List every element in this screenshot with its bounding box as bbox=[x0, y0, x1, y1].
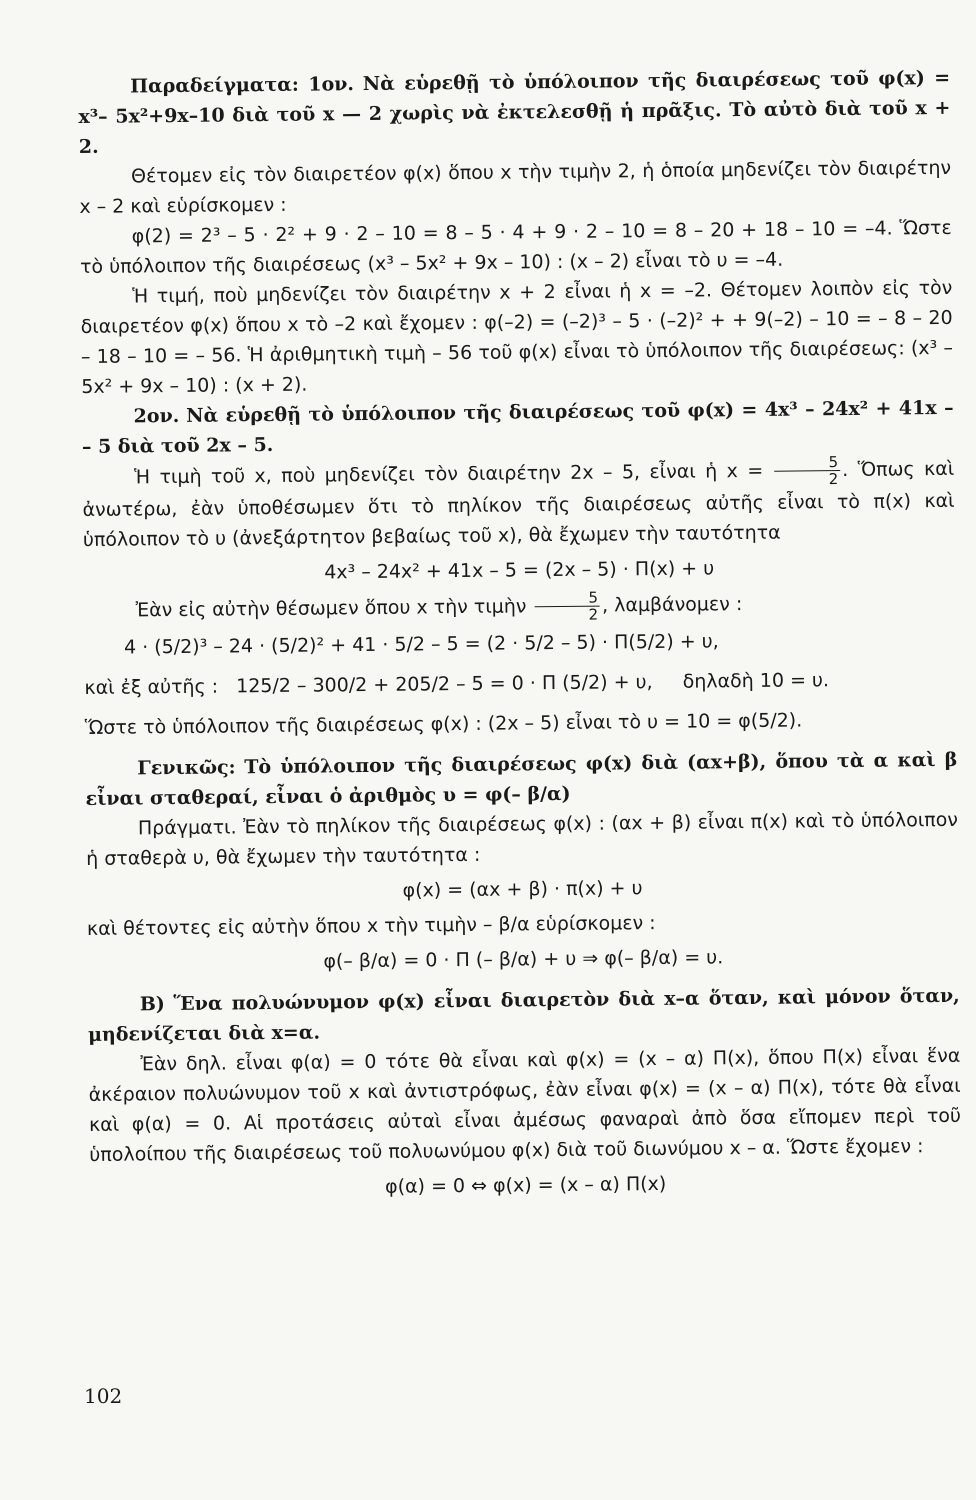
section-b-label: Β) bbox=[139, 993, 165, 1016]
fraction bbox=[534, 590, 600, 624]
equation-substitution: 4 · (5/2)³ – 24 · (5/2)² + 41 · 5/2 – 5 = (2 · 5/2 – 5) · Π(5/2) + υ, bbox=[123, 630, 719, 659]
example-2-heading bbox=[81, 393, 954, 462]
section-b-statement: Ἕνα πολυώνυμον φ(x) εἶναι διαιρετὸν διὰ x–α ὅταν, καὶ μόνον ὅταν, μηδενίζεται διὰ x=α. bbox=[87, 984, 960, 1046]
fraction-denominator: 2 bbox=[588, 605, 599, 624]
example-2-label: 2ον. bbox=[133, 404, 180, 428]
paragraph: φ(2) = 2³ – 5 · 2² + 9 · 2 – 10 = 8 – 5 · 4 + 9 · 2 – 10 = 8 – 20 + 18 – 10 = –4. Ὥστε τὸ ὑπόλοιπον τῆς διαιρέσεως (x³ – 5x² + 9x – 10) : (x – 2) εἶναι τὸ υ = –4. bbox=[79, 216, 952, 278]
general-statement: Τὸ ὑπόλοιπον τῆς διαιρέσεως φ(x) διὰ (αx+β), ὅπου τὰ α καὶ β εἶναι σταθεραί, εἶναι ὁ ἀριθμὸς υ = φ(– β/α) bbox=[85, 748, 958, 810]
paragraph: καὶ θέτοντες εἰς αὐτὴν ὅπου x τὴν τιμὴν – β/α εὑρίσκομεν : bbox=[86, 911, 656, 940]
paragraph-text: Ἐὰν εἰς αὐτὴν θέσωμεν ὅπου x τὴν τιμὴν bbox=[135, 595, 527, 622]
general-theorem bbox=[85, 745, 958, 814]
paragraph: Θέτομεν εἰς τὸν διαιρετέον φ(x) ὅπου x τὴν τιμὴν 2, ἡ ὁποία μηδενίζει τὸν διαιρέτην x – 2 καὶ εὑρίσκομεν : bbox=[79, 156, 952, 218]
paragraph-text: Ἡ τιμὴ τοῦ x, ποὺ μηδενίζει τὸν διαιρέτην 2x – 5, εἶναι ἡ x = bbox=[134, 459, 764, 489]
paragraph: Ἡ τιμή, ποὺ μηδενίζει τὸν διαιρέτην x + 2 εἶναι ἡ x = –2. Θέτομεν λοιπὸν εἰς τὸν διαιρετέον φ(x) ὅπου x τὸ –2 καὶ ἔχομεν : φ(–2) = (–2)³ – 5 · (–2)² + + 9(–2) – 10 = – 8 – 20 – 18 – 10 = – 56. Ἡ ἀριθμητικὴ τιμὴ – 56 τοῦ φ(x) εἶναι τὸ ὑπόλοιπον τῆς διαιρέσεως: (x³ – 5x² + 9x – 10) : (x + 2). bbox=[80, 276, 954, 398]
section-b-theorem bbox=[88, 981, 961, 1050]
equivalence-equation: φ(α) = 0 ⇔ φ(x) = (x – α) Π(x) bbox=[384, 1172, 667, 1198]
paragraph: Πράγματι. Ἐὰν τὸ πηλίκον τῆς διαιρέσεως φ(x) : (αx + β) εἶναι π(x) καὶ τὸ ὑπόλοιπον ἡ σταθερὰ υ, θὰ ἔχωμεν τὴν ταυτότητα : bbox=[86, 808, 958, 870]
fraction-denominator: 2 bbox=[828, 470, 839, 489]
identity-equation: 4x³ – 24x² + 41x – 5 = (2x – 5) · Π(x) + υ bbox=[324, 557, 715, 584]
page-content bbox=[78, 63, 962, 1210]
general-label: Γενικῶς: bbox=[137, 756, 236, 780]
equation-result: φ(– β/α) = 0 · Π (– β/α) + υ ⇒ φ(– β/α) = υ. bbox=[323, 946, 724, 973]
equation-body: 125/2 – 300/2 + 205/2 – 5 = 0 · Π (5/2) + υ, bbox=[236, 671, 653, 698]
identity-equation: φ(x) = (αx + β) · π(x) + υ bbox=[402, 877, 643, 902]
example-1-heading bbox=[78, 63, 951, 162]
equation-conclusion: δηλαδὴ 10 = υ. bbox=[682, 669, 830, 693]
paragraph: Ἐὰν δηλ. εἶναι φ(α) = 0 τότε θὰ εἶναι καὶ φ(x) = (x – α) Π(x), ὅπου Π(x) εἶναι ἕνα ἀκέραιον πολυώνυμον τοῦ x καὶ ἀντιστρόφως, ἐὰν εἶναι φ(x) = (x – α) Π(x), τότε θὰ εἶναι καὶ φ(α) = 0. Αἱ προτάσεις αὐταὶ εἶναι ἀμέσως φαναραὶ ἀπὸ ὅσα εἴπομεν περὶ τοῦ ὑπολοίπου τῆς διαιρέσεως τοῦ πολυωνύμου φ(x) διὰ τοῦ διωνύμου x – α. Ὥστε ἔχομεν : bbox=[88, 1044, 962, 1166]
example-1-statement: Νὰ εὑρεθῇ τὸ ὑπόλοιπον τῆς διαιρέσεως τοῦ φ(x) = x³– 5x²+9x–10 διὰ τοῦ x — 2 χωρὶς νὰ ἐκτελεσθῇ ἡ πρᾶξις. Τὸ αὐτὸ διὰ τοῦ x + 2. bbox=[78, 66, 951, 158]
paragraph-text: . Ὅπως καὶ ἀνωτέρω, ἐὰν ὑποθέσωμεν ὅτι τὸ πηλίκον τῆς διαιρέσεως αὐτῆς εἶναι τὸ π(x) καὶ ὑπόλοιπον τὸ υ (ἀνεξάρτητον βεβαίως τοῦ x), θὰ ἔχωμεν τὴν ταυτότητα bbox=[82, 457, 955, 551]
fraction-numerator: 5 bbox=[534, 590, 600, 608]
equation-result: Ὥστε τὸ ὑπόλοιπον τῆς διαιρέσεως φ(x) : (2x – 5) εἶναι τὸ υ = 10 = φ(5/2). bbox=[84, 709, 803, 739]
fraction-numerator: 5 bbox=[774, 454, 840, 472]
fraction bbox=[774, 454, 840, 488]
equation-label: καὶ ἐξ αὐτῆς : bbox=[84, 675, 219, 699]
page-number: 102 bbox=[84, 1384, 123, 1408]
paragraph-text: , λαμβάνομεν : bbox=[601, 593, 743, 617]
paragraph bbox=[82, 453, 955, 555]
example-1-label: Παραδείγματα: 1ον. bbox=[130, 73, 355, 98]
example-2-statement: Νὰ εὑρεθῇ τὸ ὑπόλοιπον τῆς διαιρέσεως τοῦ φ(x) = 4x³ – 24x² + 41x – – 5 διὰ τοῦ 2x – 5. bbox=[81, 396, 954, 458]
